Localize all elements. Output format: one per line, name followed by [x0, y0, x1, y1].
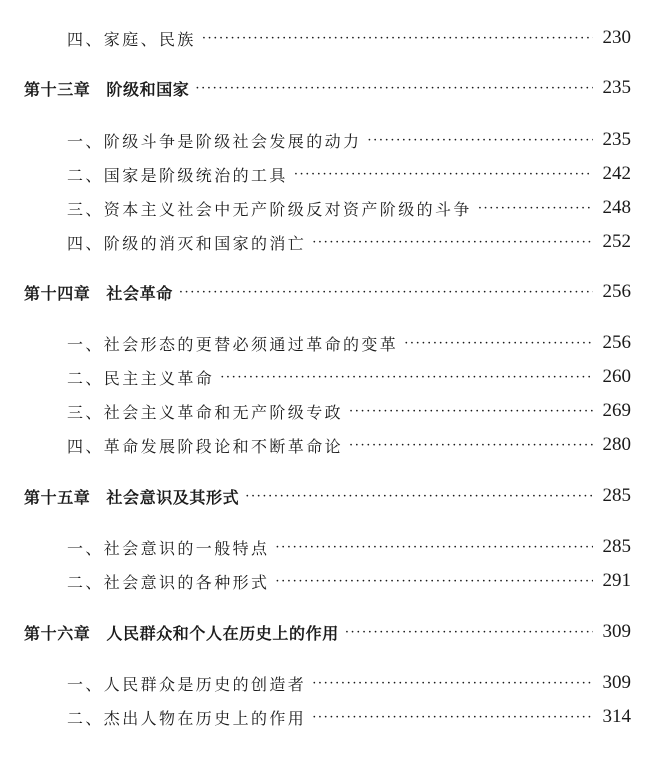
toc-entry-chapter[interactable]	[0, 481, 649, 511]
toc-entry-section[interactable]	[0, 532, 649, 562]
page-number: 280	[602, 434, 631, 455]
dot-leader	[275, 566, 593, 596]
dot-leader	[349, 430, 593, 460]
chapter-heading	[24, 621, 339, 644]
dot-leader	[367, 125, 593, 155]
toc-entry-section[interactable]	[0, 430, 649, 460]
section-title: 二、社会意识的各种形式	[67, 572, 270, 592]
toc-entry-section[interactable]	[0, 193, 649, 223]
dot-leader	[349, 396, 593, 426]
chapter-title: 社会意识及其形式	[106, 487, 240, 507]
page-number: 309	[602, 672, 631, 693]
chapter-heading	[24, 77, 189, 100]
toc-entry-section[interactable]	[0, 566, 649, 596]
page-number: 269	[602, 400, 631, 421]
dot-leader	[312, 227, 593, 257]
page-number: 235	[602, 129, 631, 150]
dot-leader	[312, 668, 593, 698]
toc-entry-chapter[interactable]	[0, 73, 649, 103]
dot-leader	[312, 702, 593, 732]
section-title: 四、革命发展阶段论和不断革命论	[67, 436, 344, 456]
page-number: 260	[602, 366, 631, 387]
section-title: 二、杰出人物在历史上的作用	[67, 708, 307, 728]
page-number: 314	[602, 706, 631, 727]
toc-entry-section[interactable]	[0, 396, 649, 426]
dot-leader	[294, 159, 593, 189]
page-number: 309	[602, 621, 631, 642]
section-title: 二、国家是阶级统治的工具	[67, 165, 288, 185]
toc-entry-section[interactable]	[0, 362, 649, 392]
section-title: 三、社会主义革命和无产阶级专政	[67, 402, 344, 422]
chapter-title: 阶级和国家	[106, 79, 190, 99]
page-number: 235	[602, 77, 631, 98]
chapter-heading	[24, 281, 173, 304]
chapter-number: 第十五章	[24, 487, 91, 507]
toc-entry-section[interactable]	[0, 702, 649, 732]
dot-leader	[202, 23, 593, 53]
toc-entry-section[interactable]	[0, 668, 649, 698]
chapter-title: 社会革命	[106, 283, 173, 303]
chapter-number: 第十四章	[24, 283, 91, 303]
page-number: 285	[602, 536, 631, 557]
page-number: 252	[602, 231, 631, 252]
section-title: 三、资本主义社会中无产阶级反对资产阶级的斗争	[67, 199, 472, 219]
page-number: 248	[602, 197, 631, 218]
chapter-number: 第十六章	[24, 623, 91, 643]
dot-leader	[220, 362, 593, 392]
dot-leader	[478, 193, 593, 223]
section-title: 一、阶级斗争是阶级社会发展的动力	[67, 131, 362, 151]
section-title: 二、民主主义革命	[67, 368, 215, 388]
dot-leader	[404, 328, 593, 358]
toc-entry-section[interactable]	[0, 328, 649, 358]
page-number: 285	[602, 485, 631, 506]
chapter-number: 第十三章	[24, 79, 91, 99]
page-number: 291	[602, 570, 631, 591]
page-number: 242	[602, 163, 631, 184]
dot-leader	[275, 532, 593, 562]
chapter-heading	[24, 485, 239, 508]
toc-entry-section[interactable]	[0, 227, 649, 257]
dot-leader	[179, 277, 593, 307]
toc-entry-section[interactable]	[0, 159, 649, 189]
toc-entry-section[interactable]	[0, 23, 649, 53]
page-number: 230	[602, 27, 631, 48]
page-number: 256	[602, 332, 631, 353]
section-title: 一、社会形态的更替必须通过革命的变革	[67, 334, 399, 354]
section-title: 四、家庭、民族	[67, 29, 196, 49]
chapter-title: 人民群众和个人在历史上的作用	[106, 623, 339, 643]
section-title: 四、阶级的消灭和国家的消亡	[67, 233, 307, 253]
dot-leader	[345, 617, 593, 647]
dot-leader	[195, 73, 593, 103]
page-number: 256	[602, 281, 631, 302]
toc-entry-chapter[interactable]	[0, 277, 649, 307]
dot-leader	[245, 481, 593, 511]
toc-entry-chapter[interactable]	[0, 617, 649, 647]
section-title: 一、社会意识的一般特点	[67, 538, 270, 558]
section-title: 一、人民群众是历史的创造者	[67, 674, 307, 694]
toc-entry-section[interactable]	[0, 125, 649, 155]
